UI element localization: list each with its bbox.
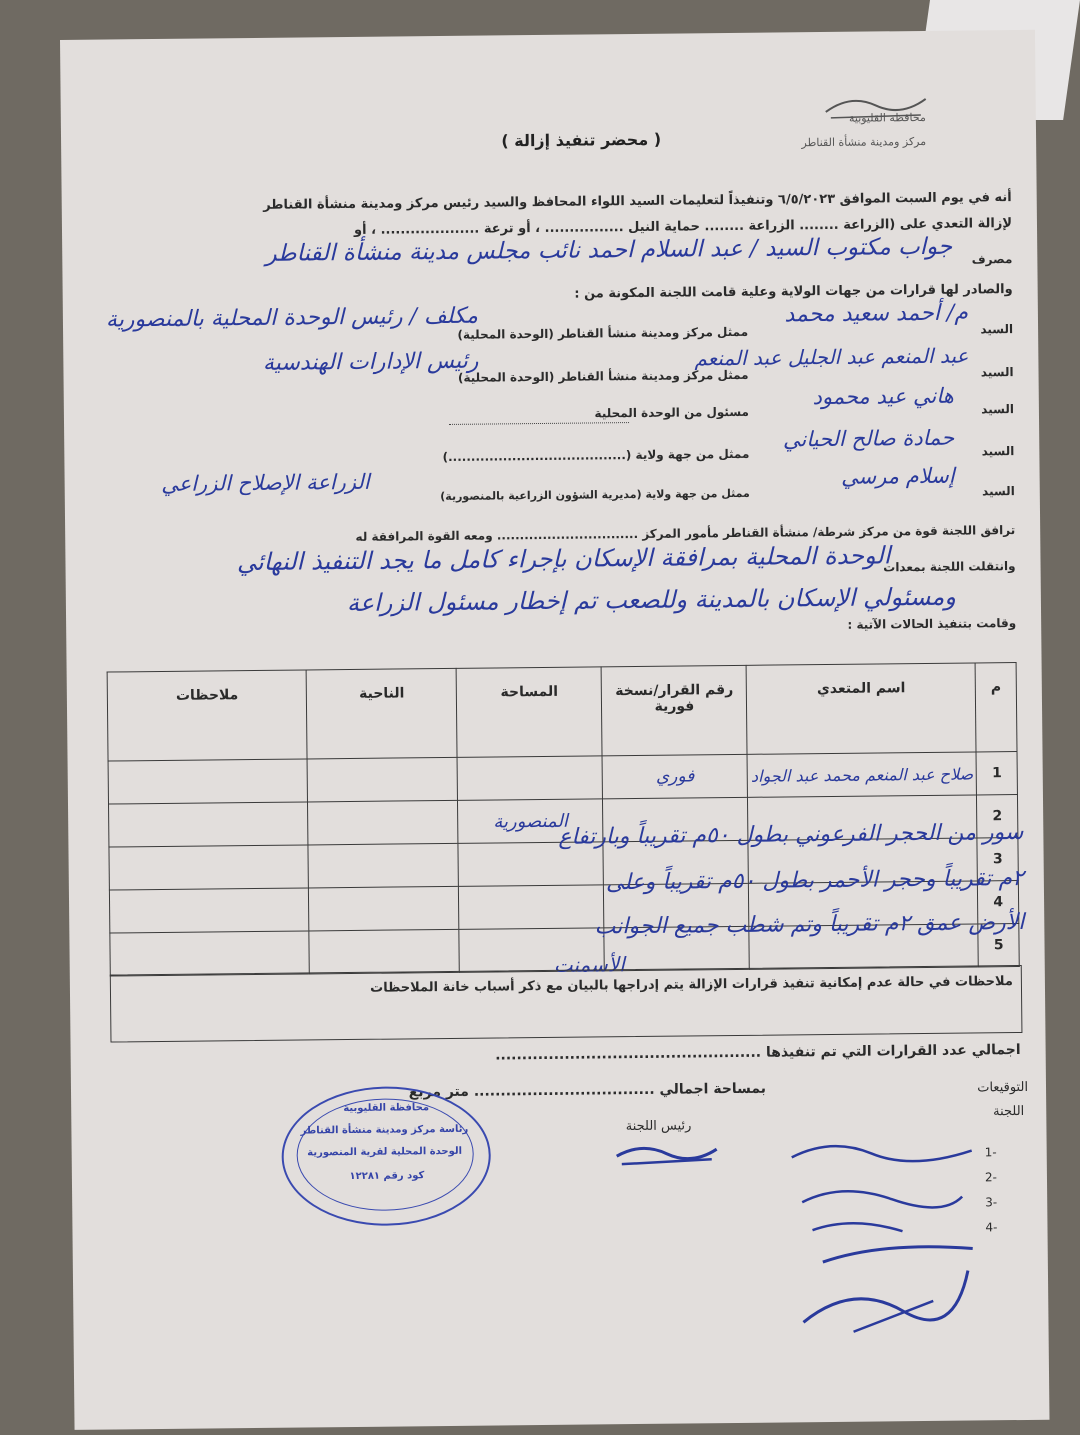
- intro-line-3-handwritten: جواب مكتوب السيد / عبد السلام احمد نائب مجلس مدينة منشأة القناطر: [265, 233, 953, 267]
- committee-role-handwritten: مكلف / رئيس الوحدة المحلية بالمنصورية: [105, 303, 479, 333]
- notes-box: [110, 965, 1023, 1043]
- committee-label: السيد: [980, 365, 1014, 380]
- row-area: [459, 885, 605, 930]
- column-header-notes: ملاحظات: [107, 670, 307, 761]
- document-title: ( محضر تنفيذ إزالة ): [501, 129, 662, 151]
- column-header-place: الناحية: [307, 668, 458, 759]
- chair-signature: [611, 1133, 721, 1174]
- row-notes: [109, 888, 309, 933]
- intro-line-2: لإزالة التعدي على (الزراعة ........ الزراعة ........ حماية النيل ................ ، أو ترعة .................... ، أو: [353, 216, 1013, 238]
- committee-role: ممثل من جهة ولاية (مديرية الشؤون الزراعية بالمنصورية): [440, 486, 750, 504]
- signature-number: -2: [984, 1170, 998, 1185]
- committee-signatures: [781, 1130, 983, 1282]
- column-header-decision: رقم القرار/نسخة فورية: [602, 665, 748, 756]
- committee-member-name: هاني عيد محمود: [812, 383, 954, 410]
- committee-role-handwritten: رئيس الإدارات الهندسية: [262, 348, 479, 376]
- intro-line-4: والصادر لها قرارات من جهات الولاية وعلية قامت اللجنة المكونة من :: [574, 282, 1013, 302]
- committee-sign-label: اللجنة: [993, 1103, 1025, 1120]
- committee-role: ممثل مركز ومدينة منشأ القناطر (الوحدة المحلية): [457, 367, 749, 385]
- equipment-label: وانتقلت اللجنة بمعدات: [883, 559, 1016, 575]
- row-number: 2: [977, 795, 1018, 838]
- stamp-line-3: الوحدة المحلية لقرية المنصورية: [307, 1145, 463, 1159]
- police-line: ترافق اللجنة قوة من مركز شرطة/ منشأة القناطر مأمور المركز ............................... ومعه القوة المرافقة له: [355, 523, 1016, 544]
- signature-number: -4: [985, 1220, 998, 1235]
- total-area: بمساحة اجمالي .................................. متر مربع: [408, 1080, 767, 1101]
- row-decision: فوري: [602, 754, 747, 799]
- blank-line: [449, 422, 629, 425]
- stamp-line-4: كود رقم ١٢٢٨١: [349, 1170, 425, 1183]
- table-handwritten-line-4: الأسمنت: [553, 952, 625, 977]
- document-page: [60, 30, 1050, 1430]
- committee-label: السيد: [980, 322, 1014, 337]
- signature-number: -3: [985, 1195, 998, 1210]
- signature-number: -1: [984, 1145, 997, 1160]
- row-number: 4: [978, 881, 1019, 924]
- committee-role: مسئول من الوحدة المحلية: [594, 404, 750, 421]
- table-handwritten-line-3: الأرض عمق ٢م تقريباً وتم شطب جميع الجوانب: [594, 909, 1025, 940]
- equipment-handwritten-2: ومسئولي الإسكان بالمدينة وللصعب تم إخطار مسئول الزراعة: [346, 582, 957, 618]
- extra-signature: [793, 1261, 974, 1343]
- total-count: اجمالي عدد القرارات التي تم تنفيذها ..................................................: [495, 1041, 1021, 1064]
- committee-role: ممثل من جهة ولاية (.......................................): [442, 446, 750, 465]
- office-name: مركز ومدينة منشأة القناطر: [801, 134, 927, 150]
- intro-line-3-label: مصرف: [971, 252, 1013, 267]
- row-place: [309, 886, 459, 931]
- column-header-num: م: [975, 663, 1017, 752]
- committee-member-name: م/ أحمد سعيد محمد: [784, 300, 969, 328]
- row-number: 5: [978, 924, 1019, 967]
- committee-role-handwritten: الزراعة الإصلاح الزراعي: [161, 469, 370, 496]
- row-name: صلاح عبد المنعم محمد عبد الجواد: [747, 752, 976, 797]
- committee-label: السيد: [982, 484, 1015, 499]
- signatures-label: التوقيعات: [977, 1079, 1029, 1096]
- row-notes: [108, 759, 308, 804]
- equipment-handwritten-1: الوحدة المحلية بمرافقة الإسكان بإجراء كامل ما يجد التنفيذ النهائي: [236, 541, 891, 577]
- committee-member-name: حمادة صالح الحياني: [782, 425, 955, 452]
- intro-line-1: أنه في يوم السبت الموافق ٦/٥/٢٠٢٣ وتنفيذاً لتعليمات السيد اللواء المحافظ والسيد رئيس مركز ومدينة منشأة القناطر: [263, 190, 1012, 213]
- chair-label: رئيس اللجنة: [625, 1118, 692, 1135]
- row-notes: [110, 931, 310, 976]
- row-place: [308, 800, 458, 845]
- row-notes: [109, 802, 309, 847]
- cases-label: وقامت بتنفيذ الحالات الآتية :: [847, 616, 1017, 632]
- row-place: [309, 929, 459, 974]
- table-handwritten-line-1: سور من الحجر الفرعوني بطول ٥٠م تقريباً وبارتفاع: [558, 819, 1024, 850]
- committee-role: ممثل مركز ومدينة منشأ القناطر (الوحدة المحلية): [457, 324, 749, 342]
- notes-box-text: ملاحظات في حالة عدم إمكانية تنفيذ قرارات الإزالة يتم إدراجها بالبيان مع ذكر أسباب خانة الملاحظات: [370, 974, 1013, 996]
- committee-label: السيد: [981, 444, 1015, 459]
- stamp-line-2: رئاسة مركز ومدينة منشأة القناطر: [300, 1123, 469, 1137]
- row-place: [308, 843, 458, 888]
- row-area: المنصورية: [458, 799, 604, 844]
- row-number: 1: [976, 752, 1017, 795]
- stamp-line-1: محافظة القليوبية: [343, 1102, 430, 1115]
- table-handwritten-line-2: ٢م تقريباً وحجر الأحمر بطول ٥٠م تقريباً وعلى: [605, 865, 1024, 896]
- committee-member-name: عبد المنعم عبد الجليل عبد المنعم: [694, 343, 969, 371]
- row-number: 3: [977, 838, 1018, 881]
- committee-label: السيد: [981, 402, 1014, 417]
- row-notes: [109, 845, 309, 890]
- row-area: [457, 756, 603, 801]
- column-header-name: اسم المتعدي: [746, 663, 976, 754]
- row-place: [308, 757, 458, 802]
- committee-member-name: إسلام مرسي: [840, 463, 955, 489]
- logo-text: محافظة القليوبية: [848, 110, 926, 125]
- column-header-area: المساحة: [456, 667, 602, 758]
